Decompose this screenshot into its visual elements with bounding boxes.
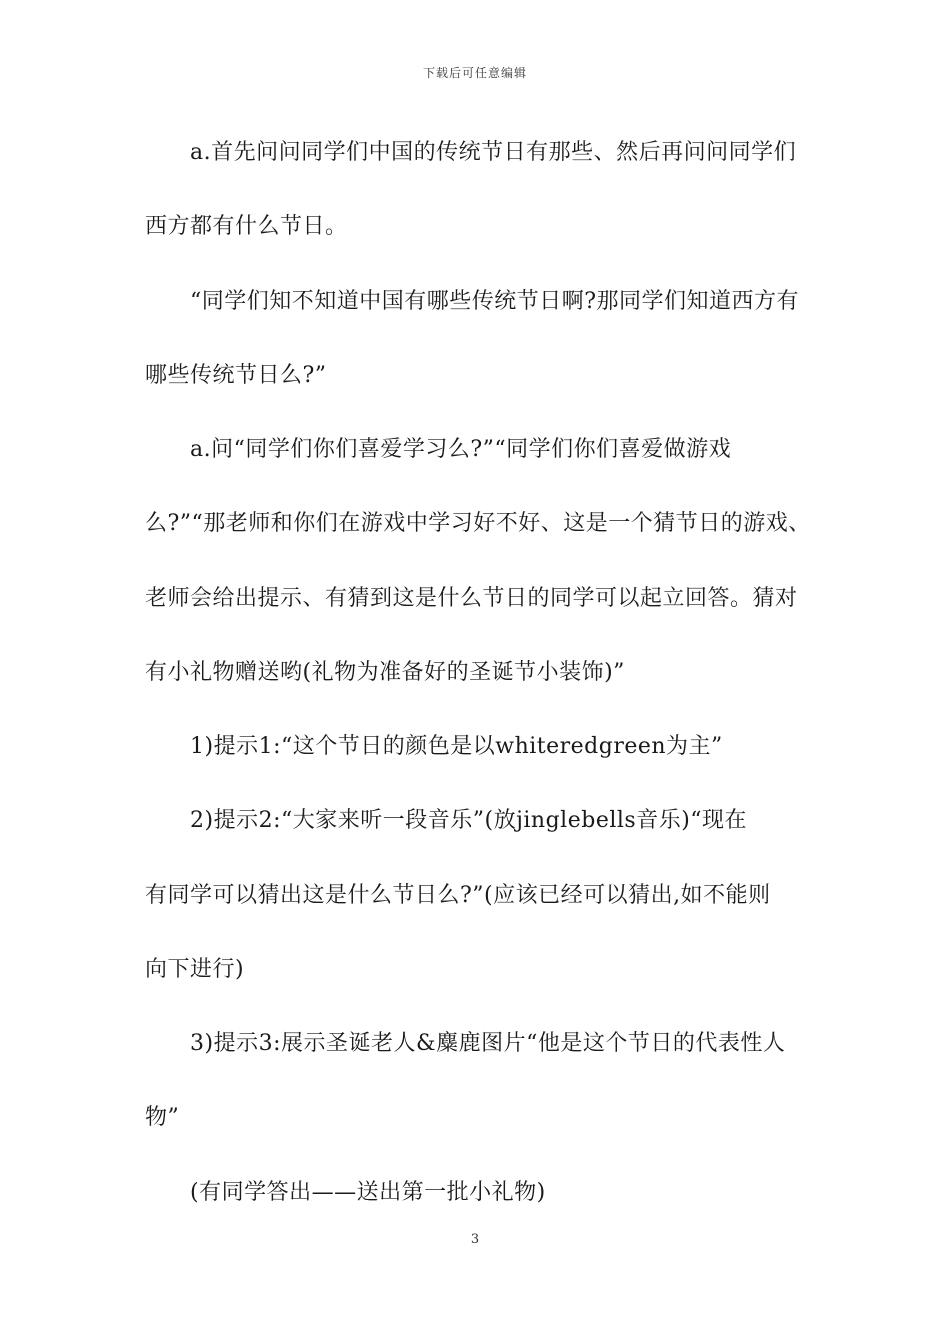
paragraph-line: “同学们知不知道中国有哪些传统节日啊?那同学们知道西方有 xyxy=(190,289,800,314)
paragraph-line: 有小礼物赠送哟(礼物为准备好的圣诞节小装饰)” xyxy=(145,660,625,685)
paragraph-line: (有同学答出——送出第一批小礼物) xyxy=(190,1180,546,1205)
paragraph-line: 老师会给出提示、有猜到这是什么节日的同学可以起立回答。猜对 xyxy=(145,586,798,611)
hint-2-line: 2)提示2:“大家来听一段音乐”(放jinglebells音乐)“现在 xyxy=(190,808,748,833)
hint-3-line: 3)提示3:展示圣诞老人&麋鹿图片“他是这个节日的代表性人 xyxy=(190,1031,786,1056)
paragraph-line: 西方都有什么节日。 xyxy=(145,214,348,239)
paragraph-line: 有同学可以猜出这是什么节日么?”(应该已经可以猜出,如不能则 xyxy=(145,883,771,908)
paragraph-line: 么?”“那老师和你们在游戏中学习好不好、这是一个猜节日的游戏、 xyxy=(145,511,811,536)
paragraph-line: 向下进行) xyxy=(145,957,245,982)
paragraph-line: 哪些传统节日么?” xyxy=(145,363,327,388)
page-number: 3 xyxy=(470,1232,480,1247)
hint-1-line: 1)提示1:“这个节日的颜色是以whiteredgreen为主” xyxy=(190,734,723,759)
page-header: 下载后可任意编辑 xyxy=(422,66,527,80)
paragraph-line: a.首先问问同学们中国的传统节日有那些、然后再问问同学们 xyxy=(190,140,797,165)
paragraph-line: 物” xyxy=(145,1105,180,1130)
paragraph-line: a.问“同学们你们喜爱学习么?”“同学们你们喜爱做游戏 xyxy=(190,437,732,462)
